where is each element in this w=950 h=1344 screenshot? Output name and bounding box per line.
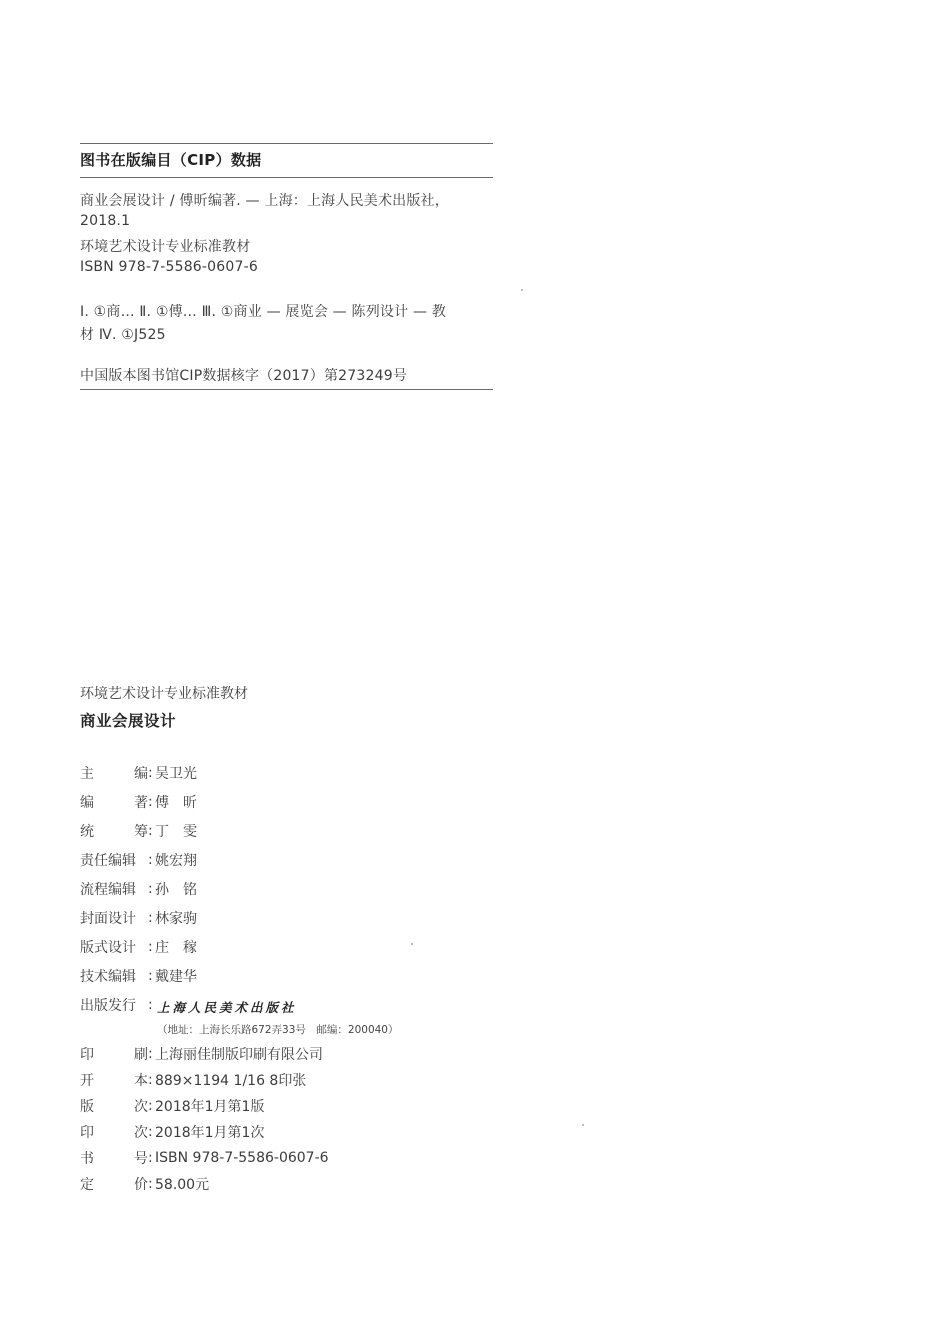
credit-value: 林家驹 bbox=[155, 911, 197, 927]
cip-bottom-rule bbox=[80, 389, 493, 390]
cip-verification: 中国版本图书馆CIP数据核字（2017）第273249号 bbox=[80, 368, 408, 384]
credit-row-publisher bbox=[80, 994, 154, 1016]
credit-value: 孙 铭 bbox=[155, 882, 197, 898]
credit-row-3 bbox=[80, 849, 197, 871]
credit-label-part: 价 bbox=[134, 1177, 148, 1193]
credit-row-2 bbox=[80, 820, 197, 842]
credit-label-part: 责任编辑 bbox=[80, 853, 136, 869]
credit-label bbox=[80, 937, 148, 957]
credit-value: 2018年1月第1版 bbox=[155, 1099, 265, 1115]
credit-colon: : bbox=[148, 794, 153, 810]
credit-label-part: 著 bbox=[134, 795, 148, 811]
credit-value: 庄 稼 bbox=[155, 940, 197, 956]
credit-label-part: 编 bbox=[134, 766, 148, 782]
credit-value: 吴卫光 bbox=[155, 766, 197, 782]
credit-value: 2018年1月第1次 bbox=[155, 1125, 265, 1141]
credit-colon: : bbox=[148, 997, 153, 1013]
credit-label-part: 编 bbox=[80, 795, 94, 811]
credit-row-1 bbox=[80, 791, 197, 813]
credit-colon: : bbox=[148, 765, 153, 781]
credit-label bbox=[80, 1174, 148, 1194]
credit-row-0 bbox=[80, 762, 197, 784]
credit-colon: : bbox=[148, 968, 153, 984]
cip-top-rule bbox=[80, 143, 493, 144]
credit-label-part: 主 bbox=[80, 766, 94, 782]
credit-label-part: 次 bbox=[134, 1099, 148, 1115]
credit-colon: : bbox=[148, 852, 153, 868]
scan-speck bbox=[521, 289, 523, 291]
credit-colon: : bbox=[148, 1176, 153, 1192]
credit-label bbox=[80, 1044, 148, 1064]
credit-row-print-1 bbox=[80, 1069, 306, 1091]
credit-row-print-5 bbox=[80, 1173, 209, 1195]
credit-label-part: 封面设计 bbox=[80, 911, 136, 927]
credit-label bbox=[80, 995, 148, 1015]
publisher-name: 上海人民美术出版社 bbox=[157, 1000, 297, 1015]
cip-subject-line-2: 材 Ⅳ. ①J525 bbox=[80, 327, 166, 343]
credit-value: ISBN 978-7-5586-0607-6 bbox=[155, 1150, 329, 1166]
credit-label-part: 刷 bbox=[134, 1047, 148, 1063]
credit-label-part: 版式设计 bbox=[80, 940, 136, 956]
credit-colon: : bbox=[148, 1098, 153, 1114]
credit-label-part: 本 bbox=[134, 1073, 148, 1089]
book-series: 环境艺术设计专业标准教材 bbox=[80, 686, 248, 702]
credit-value: 889×1194 1/16 8印张 bbox=[155, 1073, 307, 1089]
credit-label bbox=[80, 908, 148, 928]
credit-row-6 bbox=[80, 936, 197, 958]
credit-row-print-3 bbox=[80, 1121, 264, 1143]
credit-label bbox=[80, 821, 148, 841]
credit-row-print-4 bbox=[80, 1147, 329, 1169]
credit-label-part: 出版发行 bbox=[80, 998, 136, 1014]
credit-colon: : bbox=[148, 910, 153, 926]
credit-colon: : bbox=[148, 1150, 153, 1166]
credit-label-part: 书 bbox=[80, 1151, 94, 1167]
credit-label bbox=[80, 1096, 148, 1116]
credit-label-part: 流程编辑 bbox=[80, 882, 136, 898]
credit-value: 丁 雯 bbox=[155, 824, 197, 840]
credit-row-print-2 bbox=[80, 1095, 264, 1117]
credit-label bbox=[80, 1122, 148, 1142]
cip-heading: 图书在版编目（CIP）数据 bbox=[80, 151, 262, 169]
credit-colon: : bbox=[148, 1072, 153, 1088]
credit-label bbox=[80, 966, 148, 986]
credit-colon: : bbox=[148, 881, 153, 897]
credit-label-part: 版 bbox=[80, 1099, 94, 1115]
credit-value: 戴建华 bbox=[155, 969, 197, 985]
credit-label-part: 印 bbox=[80, 1047, 94, 1063]
scan-speck bbox=[582, 1124, 584, 1126]
credit-label bbox=[80, 763, 148, 783]
credit-label-part: 定 bbox=[80, 1177, 94, 1193]
book-title: 商业会展设计 bbox=[80, 712, 177, 730]
credit-row-print-0 bbox=[80, 1043, 323, 1065]
credit-label-part: 筹 bbox=[134, 824, 148, 840]
cip-line-series: 环境艺术设计专业标准教材 bbox=[80, 239, 251, 255]
credit-row-4 bbox=[80, 878, 197, 900]
credit-colon: : bbox=[148, 823, 153, 839]
credit-colon: : bbox=[148, 939, 153, 955]
credit-label bbox=[80, 792, 148, 812]
credit-label-part: 开 bbox=[80, 1073, 94, 1089]
cip-line-title: 商业会展设计 / 傅昕编著. — 上海：上海人民美术出版社， bbox=[80, 193, 449, 209]
scan-speck bbox=[411, 943, 413, 945]
credit-label-part: 技术编辑 bbox=[80, 969, 136, 985]
credit-colon: : bbox=[148, 1124, 153, 1140]
credit-label bbox=[80, 1070, 148, 1090]
credit-label bbox=[80, 850, 148, 870]
credit-label-part: 统 bbox=[80, 824, 94, 840]
credit-colon: : bbox=[148, 1046, 153, 1062]
credit-label-part: 印 bbox=[80, 1125, 94, 1141]
cip-heading-rule bbox=[80, 177, 493, 178]
credit-label-part: 次 bbox=[134, 1125, 148, 1141]
credit-value: 傅 昕 bbox=[155, 795, 197, 811]
cip-line-isbn: ISBN 978-7-5586-0607-6 bbox=[80, 259, 258, 275]
credit-row-5 bbox=[80, 907, 197, 929]
credit-value: 58.00元 bbox=[155, 1177, 210, 1193]
credit-label bbox=[80, 1148, 148, 1168]
credit-label bbox=[80, 879, 148, 899]
cip-subject-line-1: Ⅰ. ①商… Ⅱ. ①傅… Ⅲ. ①商业 — 展览会 — 陈列设计 — 教 bbox=[80, 304, 447, 320]
cip-line-date: 2018.1 bbox=[80, 213, 131, 229]
credit-value: 姚宏翔 bbox=[155, 853, 197, 869]
credit-value: 上海丽佳制版印刷有限公司 bbox=[155, 1047, 323, 1063]
credit-label-part: 号 bbox=[134, 1151, 148, 1167]
publisher-address: （地址：上海长乐路672弄33号 邮编：200040） bbox=[157, 1024, 399, 1036]
credit-row-7 bbox=[80, 965, 197, 987]
